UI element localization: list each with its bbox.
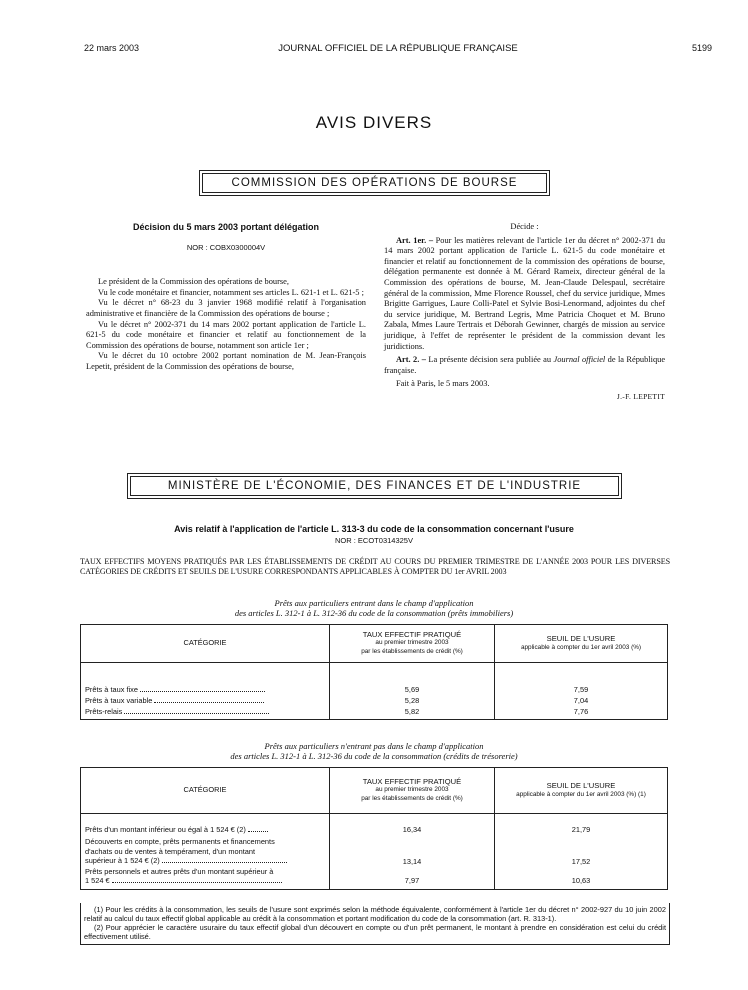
col-taux-main: TAUX EFFECTIF PRATIQUÉ [362,629,462,639]
col-taux [330,625,495,663]
table1-caption-line2: des articles L. 312-1 à L. 312-36 du code de la consommation (prêts immobiliers) [234,608,514,618]
taux-value: 7,97 [404,876,420,886]
row-label: Prêts d'un montant inférieur ou égal à 1 524 € (2) [85,825,246,835]
header-date: 22 mars 2003 [84,43,140,53]
journal-officiel-italic: Journal officiel [553,355,606,365]
article-1-text: Pour les matières relevant de l'article 1er du décret n° 2002-371 du 14 mars 2002 portant application de l'article L. 621-5 du code monétaire et financier et relatif au fonctionnement de la commission des opérations de bourse, délégation permanente est donnée à M. Gérard Rameix, directeur général de la Commission des opérations de bourse, M. Jean-Claude Delespaul, secrétaire général de la commission, Mme Florence Roussel, chef du service juridique, Mmes Brigitte Garrigues, Laure Colli-Patel et Sylvie Bosi-Lenormand, adjointes du chef du service juridique, M. Bertrand Legris, Mme Patricia Choquet et M. Bruno Zabala, Mmes Laure Tertrais et Déborah Gewinner, chargés de mission au service juridique, à l'effet de représenter le président de la commission devant les juridictions. [384,235,666,351]
row-label-line: Découverts en compte, prêts permanents et financements [85,837,275,847]
col-seuil-main: SEUIL DE L'USURE [546,634,616,643]
col-taux-sub1: au premier trimestre 2003 [375,786,449,794]
table-row [85,837,329,866]
footnote-2: (2) Pour apprécier le caractère usuraire du taux effectif global d'un découvert en compte ou d'un prêt permanent, le montant à prendre en considération est celui du crédit effectivement utilisé. [84,923,666,941]
col-seuil-sub: applicable à compter du 1er avril 2003 (%) [520,643,642,651]
seuil-value: 7,76 [573,707,589,716]
col-taux [330,768,495,814]
article-2 [384,355,665,376]
table2-caption-line1: Prêts aux particuliers n'entrant pas dans le champ d'application [264,741,484,751]
decision-paragraph: Vu le décret n° 68-23 du 3 janvier 1968 modifié relatif à l'organisation administrative et financière de la Commission des opérations de bourse ; [86,298,366,318]
table-row [85,695,329,706]
row-label: 1 524 € [85,876,110,886]
taux-value: 16,34 [402,825,422,835]
table-row [85,867,329,886]
header-page-number: 5199 [691,43,712,53]
decision-paragraph: Vu le décret du 10 octobre 2002 portant nomination de M. Jean-François Lepetit, président de la Commission des opérations de bourse, [86,351,366,371]
seuil-value: 7,59 [573,685,589,694]
taux-heading: TAUX EFFECTIFS MOYENS PRATIQUÉS PAR LES ÉTABLISSEMENTS DE CRÉDIT AU COURS DU PREMIER TRIMESTRE DE L'ANNÉE 2003 POUR LES DIVERSES CATÉGORIES DE CRÉDITS ET SEUILS DE L'USURE CORRESPONDANTS APPLICABLES À COMPTER DU 1er AVRIL 2003 [80,557,670,576]
seuil-value: 10,63 [571,876,591,886]
row-label-line [85,876,329,886]
header-journal-title: JOURNAL OFFICIEL DE LA RÉPUBLIQUE FRANÇAISE [278,43,518,54]
article-2-text: La présente décision sera publiée au [428,355,552,365]
col-taux-sub2: par les établissements de crédit (%) [361,647,463,655]
signature: J.-F. LEPETIT [616,391,665,401]
usure-title: Avis relatif à l'application de l'article L. 313-3 du code de la consommation concernant l'usure [174,524,574,534]
row-label: supérieur à 1 524 € (2) [85,856,160,866]
article-1 [384,236,665,353]
table2-caption [0,741,748,761]
col-categorie: CATÉGORIE [81,625,330,663]
row-label-line: d'achats ou de ventes à tempérament, d'un montant [85,846,256,856]
taux-value: 13,14 [402,856,422,866]
article-1-label: Art. 1er. – [396,235,434,245]
col-taux-sub1: au premier trimestre 2003 [375,639,449,647]
col-seuil [495,625,668,663]
table-row [85,706,329,717]
seuil-value: 17,52 [571,856,591,866]
decision-left-column [86,222,366,373]
col-seuil-main: SEUIL DE L'USURE [546,781,616,790]
seuil-value: 7,04 [573,696,589,705]
table-footnotes [80,903,670,945]
section-title: AVIS DIVERS [315,113,433,132]
article-2-label: Art. 2. – [396,355,426,365]
table-tresorerie [80,767,668,890]
col-taux-main: TAUX EFFECTIF PRATIQUÉ [362,776,462,786]
seuil-value: 21,79 [571,825,591,835]
table-row [85,825,329,835]
col-seuil [495,768,668,814]
table1-seuil-values [495,663,668,720]
decision-right-column [384,222,665,403]
row-label: Prêts-relais [85,707,123,716]
table2-categories [81,814,330,890]
taux-value: 5,28 [404,696,420,705]
table-immobiliers [80,624,668,720]
taux-value: 5,82 [404,707,420,716]
table1-caption-line1: Prêts aux particuliers entrant dans le champ d'application [274,598,474,608]
table-row [85,684,329,695]
commission-box-title: COMMISSION DES OPÉRATIONS DE BOURSE [202,173,547,193]
table2-seuil-values [495,814,668,890]
decision-paragraph: Vu le décret n° 2002-371 du 14 mars 2002 portant application de l'article L. 621-5 du code monétaire et financier et relatif au fonctionnement de la Commission des opérations de bourse, notamment son article 1er ; [86,319,366,350]
footnote-1: (1) Pour les crédits à la consommation, les seuils de l'usure sont exprimés selon la méthode équivalente, conformément à l'article 1er du décret n° 2002-927 du 10 juin 2002 relatif au calcul du taux effectif global applicable au crédit à la consommation et portant modification du code de la consommation (art. R. 313-1). [84,905,666,923]
decision-paragraph: Vu le code monétaire et financier, notamment ses articles L. 621-1 et L. 621-5 ; [98,287,364,297]
decide-label: Décide : [510,222,539,231]
taux-value: 5,69 [404,685,420,694]
row-label: Prêts à taux variable [85,696,153,705]
ministere-box-title: MINISTÈRE DE L'ÉCONOMIE, DES FINANCES ET DE L'INDUSTRIE [130,476,619,496]
decision-nor: NOR : COBX0300004V [186,242,266,252]
decision-title: Décision du 5 mars 2003 portant délégation [132,222,320,232]
col-taux-sub2: par les établissements de crédit (%) [361,794,463,802]
usure-nor: NOR : ECOT0314325V [335,536,413,545]
article-2-text-end: de la République française. [384,355,666,375]
row-label: Prêts à taux fixe [85,685,138,694]
table2-taux-values [330,814,495,890]
row-label-line: Prêts personnels et autres prêts d'un montant supérieur à [85,866,274,876]
col-categorie: CATÉGORIE [81,768,330,814]
decision-paragraph: Le président de la Commission des opérations de bourse, [98,277,289,287]
row-label-line [85,856,329,866]
fait-a-paris: Fait à Paris, le 5 mars 2003. [396,379,490,389]
col-seuil-sub: applicable à compter du 1er avril 2003 (%) (1) [516,790,646,798]
page-header [84,43,712,57]
table1-caption [0,598,748,618]
table2-caption-line2: des articles L. 312-1 à L. 312-36 du code de la consommation (crédits de trésorerie) [230,751,518,761]
table1-categories [81,663,330,720]
table1-taux-values [330,663,495,720]
